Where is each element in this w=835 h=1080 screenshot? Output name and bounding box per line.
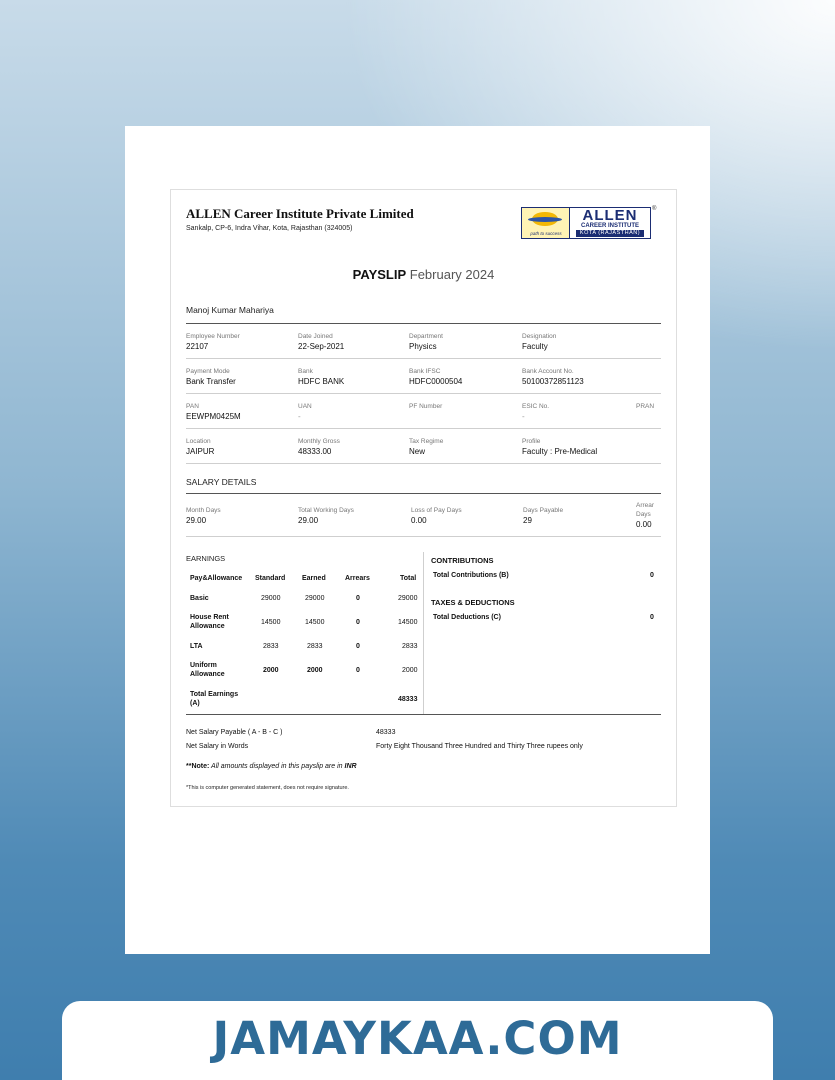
note-prefix: **Note:: [186, 763, 210, 770]
logo-subtitle: CAREER INSTITUTE: [580, 223, 639, 229]
total-deductions-label: Total Deductions (C): [433, 614, 501, 621]
payslip-title: [170, 267, 677, 282]
salary-details-heading: SALARY DETAILS: [186, 477, 257, 487]
department: Physics: [409, 342, 437, 351]
earning-standard: 14500: [261, 619, 281, 626]
field-label: Arrear: [636, 502, 655, 509]
column-header: Pay&Allowance: [190, 575, 243, 582]
field-label: Designation: [522, 333, 557, 340]
total-contributions-label: Total Contributions (B): [433, 572, 509, 579]
field-label: Date Joined: [298, 333, 333, 340]
column-header: Arrears: [345, 575, 370, 582]
payment-mode: Bank Transfer: [186, 377, 236, 386]
field-label: Department: [409, 333, 443, 340]
earning-total: 2833: [402, 643, 418, 650]
arrear-days: 0.00: [636, 520, 652, 529]
field-label: Employee Number: [186, 333, 240, 340]
divider: [186, 493, 661, 494]
earning-standard: 29000: [261, 595, 281, 602]
field-label: Bank Account No.: [522, 368, 574, 375]
column-header: Earned: [302, 575, 326, 582]
earning-arrears: 0: [356, 643, 360, 650]
net-salary-words: Forty Eight Thousand Three Hundred and Thirty Three rupees only: [376, 743, 583, 750]
earning-earned: 2000: [307, 667, 323, 674]
bank-account-number: 50100372851123: [522, 377, 584, 386]
watermark-text: JAMAYKAA.COM: [212, 1012, 623, 1065]
field-label: Loss of Pay Days: [411, 507, 462, 514]
earning-total: 14500: [398, 619, 418, 626]
company-name: ALLEN Career Institute Private Limited: [186, 206, 414, 221]
field-label: PRAN: [636, 403, 655, 410]
monthly-gross: 48333.00: [298, 447, 332, 456]
earning-standard: 2833: [263, 643, 279, 650]
divider: [186, 536, 661, 537]
logo-tagline: path to success: [530, 231, 562, 236]
divider: [186, 714, 661, 715]
net-salary-label: Net Salary Payable ( A - B - C ): [186, 729, 283, 736]
tax-regime: New: [409, 447, 426, 456]
field-label: PAN: [186, 403, 199, 410]
earning-earned: 2833: [307, 643, 323, 650]
net-salary-value: 48333: [376, 729, 396, 736]
logo-emblem: [522, 208, 570, 238]
earning-total: 29000: [398, 595, 418, 602]
total-earnings-label: Total Earnings: [190, 691, 239, 698]
column-divider: [423, 552, 424, 715]
bank-ifsc: HDFC0000504: [409, 377, 463, 386]
days-payable: 29: [523, 516, 532, 525]
field-label: Bank IFSC: [409, 368, 441, 375]
column-header: Standard: [255, 575, 286, 582]
net-salary-words-label: Net Salary in Words: [186, 743, 249, 750]
field-label: Total Working Days: [298, 507, 354, 514]
divider: [186, 323, 661, 324]
earning-arrears: 0: [356, 667, 360, 674]
total-deductions-value: 0: [650, 614, 654, 621]
field-label: Bank: [298, 368, 313, 375]
payslip-period: February 2024: [409, 267, 495, 282]
field-label: Monthly Gross: [298, 438, 340, 445]
company-address: Sankalp, CP-6, Indra Vihar, Kota, Rajasthan (324005): [186, 225, 353, 232]
field-label: Days: [636, 511, 651, 518]
earning-name: Uniform: [190, 662, 217, 669]
earning-earned: 14500: [305, 619, 325, 626]
earning-name: House Rent: [190, 614, 229, 621]
earning-name: Basic: [190, 595, 209, 602]
earning-arrears: 0: [356, 619, 360, 626]
note-text: All amounts displayed in this payslip are in: [209, 763, 345, 770]
divider: [186, 358, 661, 359]
earning-earned: 29000: [305, 595, 325, 602]
field-label: Location: [186, 438, 211, 445]
field-label: Profile: [522, 438, 541, 445]
allen-logo: [521, 207, 651, 239]
disclaimer: *This is computer generated statement, does not require signature.: [186, 785, 349, 791]
field-label: ESIC No.: [522, 403, 550, 410]
employee-name: Manoj Kumar Mahariya: [186, 305, 274, 315]
employee-number: 22107: [186, 342, 209, 351]
field-label: Days Payable: [523, 507, 564, 514]
earning-arrears: 0: [356, 595, 360, 602]
note-currency: INR: [344, 763, 357, 770]
payslip-label: PAYSLIP: [352, 267, 407, 282]
total-earnings-value: 48333: [398, 696, 418, 703]
divider: [186, 428, 661, 429]
earning-name: Allowance: [190, 671, 225, 678]
designation: Faculty: [522, 342, 548, 351]
loss-of-pay-days: 0.00: [411, 516, 427, 525]
earning-standard: 2000: [263, 667, 279, 674]
column-header: Total: [400, 575, 417, 582]
total-contributions-value: 0: [650, 572, 654, 579]
currency-note: [186, 763, 357, 770]
divider: [186, 463, 661, 464]
field-label: UAN: [298, 403, 312, 410]
field-label: Month Days: [186, 507, 221, 514]
location: JAIPUR: [186, 447, 215, 456]
total-earnings-label: (A): [190, 700, 200, 707]
deductions-heading: TAXES & DEDUCTIONS: [431, 598, 515, 607]
contributions-heading: CONTRIBUTIONS: [431, 556, 494, 565]
field-label: Tax Regime: [409, 438, 444, 445]
total-working-days: 29.00: [298, 516, 319, 525]
date-joined: 22-Sep-2021: [298, 342, 345, 351]
earning-total: 2000: [402, 667, 418, 674]
bank-name: HDFC BANK: [298, 377, 345, 386]
earnings-heading: EARNINGS: [186, 554, 226, 563]
field-label: Payment Mode: [186, 368, 230, 375]
earning-name: LTA: [190, 643, 203, 650]
pan: EEWPM0425M: [186, 412, 241, 421]
earning-name: Allowance: [190, 623, 225, 630]
field-label: PF Number: [409, 403, 443, 410]
logo-word: ALLEN: [582, 207, 638, 224]
divider: [186, 393, 661, 394]
registered-mark: ®: [652, 206, 657, 212]
profile: Faculty : Pre-Medical: [522, 447, 598, 456]
uan: -: [298, 412, 301, 421]
month-days: 29.00: [186, 516, 207, 525]
esic-number: -: [522, 412, 525, 421]
logo-location: KOTA (RAJASTHAN): [576, 230, 644, 237]
